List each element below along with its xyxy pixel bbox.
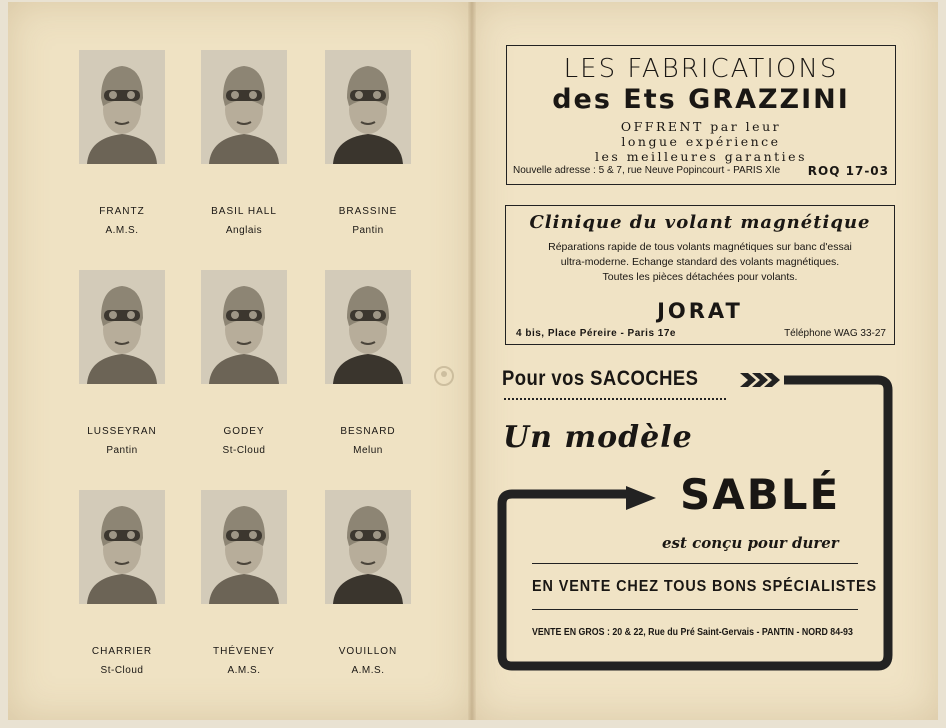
sable-wholesale: VENTE EN GROS : 20 & 22, Rue du Pré Saint-Gervais - PANTIN - NORD 84-93	[532, 626, 853, 638]
helmet-portrait-icon	[79, 50, 165, 164]
grazzini-line3: OFFRENT par leur	[620, 119, 782, 134]
rider-photo	[201, 270, 287, 384]
jorat-ad	[505, 205, 895, 345]
jorat-phone: Téléphone WAG 33-27	[784, 328, 886, 339]
grazzini-line2: des Ets GRAZZINI	[552, 84, 850, 115]
rider-name: VOUILLON	[338, 646, 398, 657]
helmet-portrait-icon	[325, 270, 411, 384]
rider-name: BASIL HALL	[211, 206, 277, 217]
grazzini-line1: LES FABRICATIONS	[563, 54, 839, 84]
rider-photo	[79, 270, 165, 384]
helmet-portrait-icon	[79, 270, 165, 384]
helmet-portrait-icon	[325, 490, 411, 604]
rider-name: BESNARD	[340, 426, 396, 437]
rider-club: St-Cloud	[222, 445, 266, 456]
grazzini-line4: longue expérience	[621, 134, 781, 149]
helmet-portrait-icon	[201, 50, 287, 164]
grazzini-address: Nouvelle adresse : 5 & 7, rue Neuve Popincourt - PARIS XIe	[513, 165, 781, 176]
rider-card	[174, 490, 314, 676]
jorat-body	[512, 240, 888, 285]
jorat-brand: JORAT	[657, 299, 743, 323]
rider-club: St-Cloud	[100, 665, 144, 676]
helmet-portrait-icon	[201, 490, 287, 604]
rider-name: BRASSINE	[338, 206, 398, 217]
grazzini-ad	[506, 45, 896, 185]
sable-headline: Pour vos SACOCHES	[502, 367, 699, 390]
rider-club: A.M.S.	[105, 225, 139, 236]
sable-tagline: est conçu pour durer	[662, 534, 839, 552]
helmet-portrait-icon	[79, 490, 165, 604]
rider-name: GODEY	[223, 426, 265, 437]
rider-card	[298, 50, 438, 236]
jorat-line2: ultra-moderne. Echange standard des volants magnétiques.	[560, 256, 840, 268]
rider-club: Melun	[353, 445, 383, 456]
rider-photo	[79, 50, 165, 164]
rider-name: CHARRIER	[91, 646, 153, 657]
rider-club: A.M.S.	[227, 665, 261, 676]
rider-name: FRANTZ	[99, 206, 145, 217]
rider-photo	[201, 490, 287, 604]
grazzini-phone: ROQ 17-03	[807, 164, 889, 178]
rider-card	[52, 270, 192, 456]
sable-model: Un modèle	[503, 420, 693, 455]
rider-card	[298, 490, 438, 676]
helmet-portrait-icon	[325, 50, 411, 164]
rider-photo	[325, 490, 411, 604]
rider-club: Anglais	[225, 225, 263, 236]
grazzini-offer	[507, 119, 895, 164]
jorat-title: Clinique du volant magnétique	[529, 212, 871, 233]
grazzini-line5: les meilleures garanties	[594, 149, 807, 164]
rider-name: LUSSEYRAN	[87, 426, 157, 437]
rider-club: Pantin	[106, 445, 138, 456]
rider-card	[52, 490, 192, 676]
jorat-line3: Toutes les pièces détachées pour volants.	[602, 271, 798, 283]
rider-photo	[325, 270, 411, 384]
rider-club: A.M.S.	[351, 665, 385, 676]
rider-photo	[79, 490, 165, 604]
helmet-portrait-icon	[201, 270, 287, 384]
rider-name: THÉVENEY	[213, 646, 275, 657]
rider-card	[174, 270, 314, 456]
rider-photo	[201, 50, 287, 164]
jorat-address: 4 bis, Place Péreire - Paris 17e	[516, 328, 676, 339]
library-stamp	[430, 360, 474, 404]
rider-card	[52, 50, 192, 236]
rider-card	[174, 50, 314, 236]
sable-brand: SABLÉ	[680, 470, 841, 519]
sable-sale: EN VENTE CHEZ TOUS BONS SPÉCIALISTES	[532, 578, 877, 595]
rider-club: Pantin	[352, 225, 384, 236]
jorat-line1: Réparations rapide de tous volants magnétiques sur banc d'essai	[548, 241, 852, 253]
rider-photo	[325, 50, 411, 164]
rider-card	[298, 270, 438, 456]
